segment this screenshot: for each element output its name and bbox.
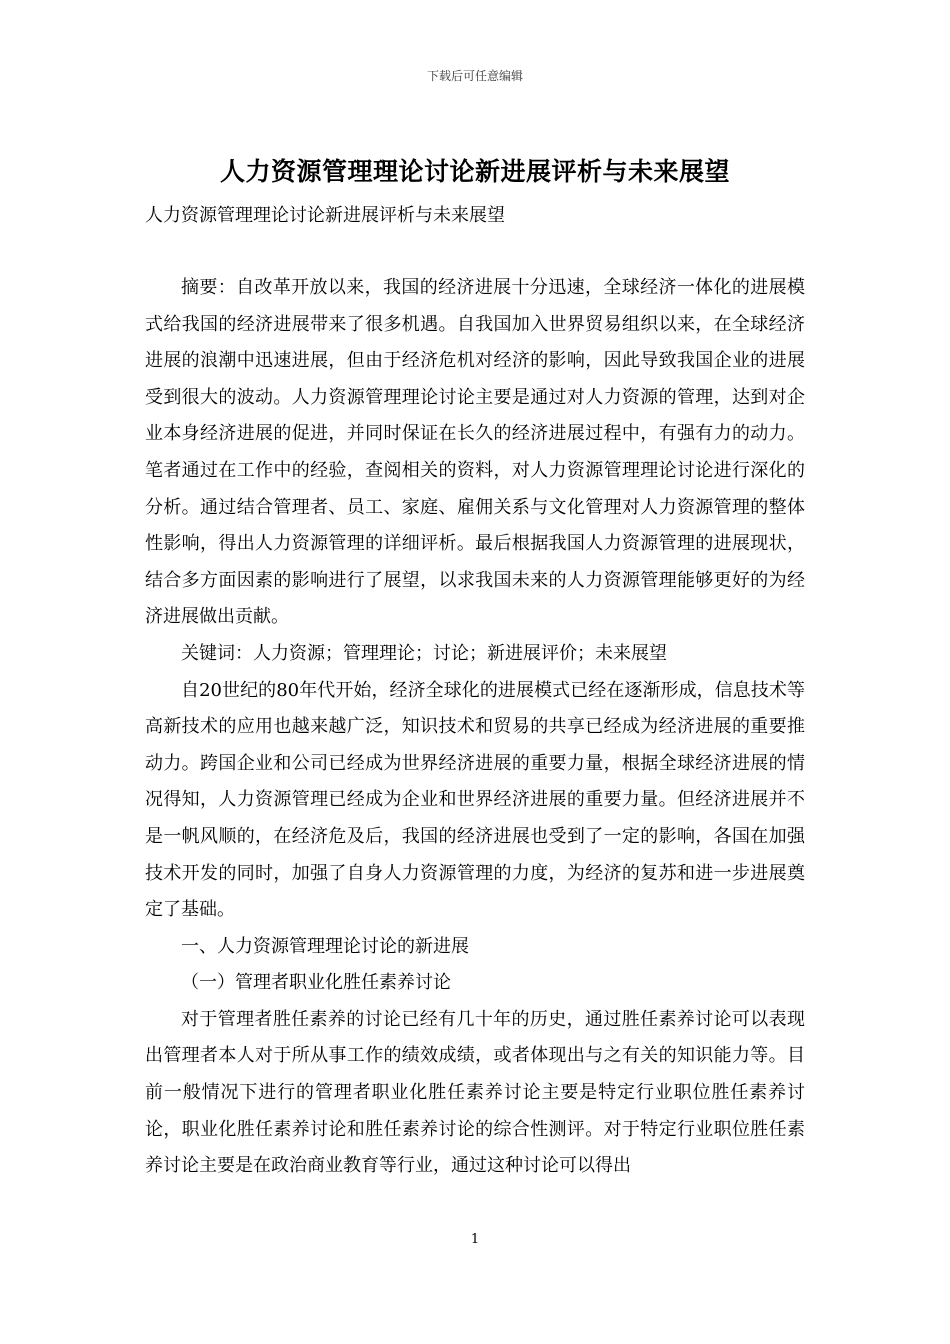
document-subtitle: 人力资源管理理论讨论新进展评析与未来展望	[145, 205, 505, 226]
body-paragraph: 对于管理者胜任素养的讨论已经有几十年的历史，通过胜任素养讨论可以表现出管理者本人对于所从事工作的绩效成绩，或者体现出与之有关的知识能力等。目前一般情况下进行的管理者职业化胜任素养讨论主要是特定行业职位胜任素养讨论，职业化胜任素养讨论和胜任素养讨论的综合性测评。对于特定行业职位胜任素养讨论主要是在政治商业教育等行业，通过这种讨论可以得出	[145, 1008, 805, 1177]
abstract-paragraph: 摘要：自改革开放以来，我国的经济进展十分迅速，全球经济一体化的进展模式给我国的经济进展带来了很多机遇。自我国加入世界贸易组织以来，在全球经济进展的浪潮中迅速进展，但由于经济危机对经济的影响，因此导致我国企业的进展受到很大的波动。人力资源管理理论讨论主要是通过对人力资源的管理，达到对企业本身经济进展的促进，并同时保证在长久的经济进展过程中，有强有力的动力。笔者通过在工作中的经验，查阅相关的资料，对人力资源管理理论讨论进行深化的分析。通过结合管理者、员工、家庭、雇佣关系与文化管理对人力资源管理的整体性影响，得出人力资源管理的详细评析。最后根据我国人力资源管理的进展现状，结合多方面因素的影响进行了展望，以求我国未来的人力资源管理能够更好的为经济进展做出贡献。	[145, 277, 805, 628]
page-number: 1	[470, 1232, 480, 1247]
intro-paragraph: 自20世纪的80年代开始，经济全球化的进展模式已经在逐渐形成，信息技术等高新技术的应用也越来越广泛，知识技术和贸易的共享已经成为经济进展的重要推动力。跨国企业和公司已经成为世界经济进展的重要力量，根据全球经济进展的情况得知，人力资源管理已经成为企业和世界经济进展的重要力量。但经济进展并不是一帆风顺的，在经济危及后，我国的经济进展也受到了一定的影响，各国在加强技术开发的同时，加强了自身人力资源管理的力度，为经济的复苏和进一步进展奠定了基础。	[145, 679, 805, 921]
document-title: 人力资源管理理论讨论新进展评析与未来展望	[219, 157, 730, 186]
document-body	[145, 270, 805, 1185]
subsection-heading: （一）管理者职业化胜任素养讨论	[181, 972, 451, 994]
keywords-paragraph: 关键词：人力资源；管理理论；讨论；新进展评价；未来展望	[181, 642, 667, 664]
page-header-note: 下载后可任意编辑	[426, 69, 523, 83]
section-heading: 一、人力资源管理理论讨论的新进展	[181, 935, 469, 957]
